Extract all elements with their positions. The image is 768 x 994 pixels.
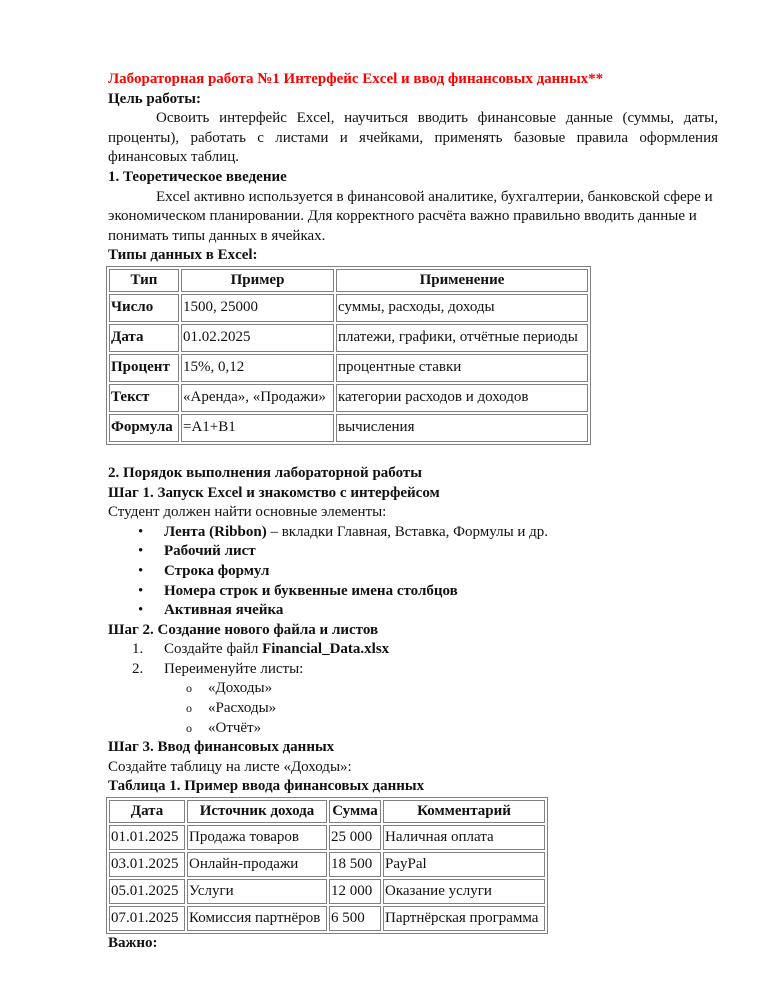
table-header-row: [109, 800, 545, 823]
usage-cell: вычисления: [336, 414, 588, 442]
table-header-row: [109, 269, 588, 292]
list-item-bold: Строка формул: [164, 562, 270, 579]
example-cell: 01.02.2025: [181, 324, 334, 352]
bullet-icon: •: [138, 543, 144, 560]
list-item: [186, 679, 718, 699]
file-name: Financial_Data.xlsx: [262, 641, 390, 658]
step1-heading: Шаг 1. Запуск Excel и знакомство с интерфейсом: [108, 484, 440, 501]
example-cell: 15%, 0,12: [181, 354, 334, 382]
section2-heading: 2. Порядок выполнения лабораторной работы: [108, 464, 422, 481]
table-row: [109, 879, 545, 904]
date-cell: 03.01.2025: [109, 852, 185, 877]
list-item: [138, 542, 718, 562]
usage-cell: платежи, графики, отчётные периоды: [336, 324, 588, 352]
comment-cell: Партнёрская программа: [383, 906, 545, 931]
list-item-bold: Лента (Ribbon): [164, 523, 267, 540]
section-spacer: [108, 445, 718, 464]
list-item: [186, 699, 718, 719]
step1-intro: Студент должен найти основные элементы:: [108, 504, 387, 521]
type-cell: Дата: [109, 324, 179, 352]
sheet-name: «Доходы»: [208, 680, 273, 697]
step2-heading: Шаг 2. Создание нового файла и листов: [108, 621, 379, 638]
example-cell: =A1+B1: [181, 414, 334, 442]
comment-cell: PayPal: [383, 852, 545, 877]
step3-heading: Шаг 3. Ввод финансовых данных: [108, 739, 335, 756]
usage-cell: категории расходов и доходов: [336, 384, 588, 412]
list-item: [186, 719, 718, 739]
example-cell: «Аренда», «Продажи»: [181, 384, 334, 412]
circle-bullet-icon: o: [186, 720, 192, 735]
step3-intro: Создайте таблицу на листе «Доходы»:: [108, 758, 352, 775]
table-row: [109, 906, 545, 931]
circle-bullet-icon: o: [186, 701, 192, 716]
column-header-source: Источник дохода: [187, 800, 327, 823]
list-item: [138, 562, 718, 582]
sheet-name: «Отчёт»: [208, 719, 262, 736]
list-number: 1.: [132, 641, 144, 658]
comment-cell: Оказание услуги: [383, 879, 545, 904]
example-cell: 1500, 25000: [181, 294, 334, 322]
bullet-icon: •: [138, 582, 144, 599]
column-header-type: Тип: [109, 269, 179, 292]
list-item: [132, 640, 718, 660]
section1-text: Excel активно используется в финансовой аналитике, бухгалтерии, банковской сфере и экономическом планировании. Для корректного расчёта важно правильно вводить данные и понимать типы данных в ячейках.: [108, 188, 713, 244]
source-cell: Услуги: [187, 879, 327, 904]
list-item-bold: Номера строк и буквенные имена столбцов: [164, 582, 458, 599]
type-cell: Формула: [109, 414, 179, 442]
table-row: [109, 294, 588, 322]
list-item-text: Переименуйте листы:: [164, 660, 304, 677]
amount-cell: 6 500: [329, 906, 381, 931]
table-row: [109, 354, 588, 382]
sheet-names-list: [164, 679, 718, 738]
source-cell: Продажа товаров: [187, 825, 327, 850]
list-item-text: Создайте файл: [164, 641, 263, 658]
bullet-icon: •: [138, 602, 144, 619]
table-row: [109, 852, 545, 877]
bullet-icon: •: [138, 523, 144, 540]
important-heading: Важно:: [108, 935, 158, 952]
usage-cell: процентные ставки: [336, 354, 588, 382]
data-types-table: [106, 266, 591, 445]
comment-cell: Наличная оплата: [383, 825, 545, 850]
usage-cell: суммы, расходы, доходы: [336, 294, 588, 322]
date-cell: 07.01.2025: [109, 906, 185, 931]
type-cell: Число: [109, 294, 179, 322]
list-item-bold: Активная ячейка: [164, 602, 284, 619]
table-row: [109, 825, 545, 850]
document-page: [108, 70, 718, 954]
column-header-comment: Комментарий: [383, 800, 545, 823]
document-title: Лабораторная работа №1 Интерфейс Excel и ввод финансовых данных**: [108, 71, 604, 87]
sheet-name: «Расходы»: [208, 700, 277, 717]
source-cell: Онлайн-продажи: [187, 852, 327, 877]
table-caption: Таблица 1. Пример ввода финансовых данных: [108, 778, 425, 795]
list-item: [138, 582, 718, 602]
amount-cell: 18 500: [329, 852, 381, 877]
bullet-icon: •: [138, 562, 144, 579]
type-cell: Текст: [109, 384, 179, 412]
circle-bullet-icon: o: [186, 681, 192, 696]
table-row: [109, 384, 588, 412]
goal-heading: Цель работы:: [108, 90, 201, 107]
amount-cell: 25 000: [329, 825, 381, 850]
column-header-example: Пример: [181, 269, 334, 292]
column-header-date: Дата: [109, 800, 185, 823]
list-item: [138, 601, 718, 621]
table-row: [109, 324, 588, 352]
table-row: [109, 414, 588, 442]
list-number: 2.: [132, 660, 144, 677]
type-cell: Процент: [109, 354, 179, 382]
column-header-amount: Сумма: [329, 800, 381, 823]
list-item-bold: Рабочий лист: [164, 543, 256, 560]
amount-cell: 12 000: [329, 879, 381, 904]
types-heading: Типы данных в Excel:: [108, 247, 258, 264]
list-item: [138, 523, 718, 543]
date-cell: 01.01.2025: [109, 825, 185, 850]
date-cell: 05.01.2025: [109, 879, 185, 904]
list-item-text: – вкладки Главная, Вставка, Формулы и др.: [266, 523, 549, 540]
goal-text: Освоить интерфейс Excel, научиться вводить финансовые данные (суммы, даты, проценты), работать с листами и ячейками, применять базовые правила оформления финансовых таблиц.: [108, 110, 718, 166]
step2-list: [108, 640, 718, 738]
interface-elements-list: [108, 523, 718, 621]
income-table: [106, 797, 548, 934]
list-item: [132, 660, 718, 738]
source-cell: Комиссия партнёров: [187, 906, 327, 931]
section1-heading: 1. Теоретическое введение: [108, 168, 287, 185]
column-header-usage: Применение: [336, 269, 588, 292]
